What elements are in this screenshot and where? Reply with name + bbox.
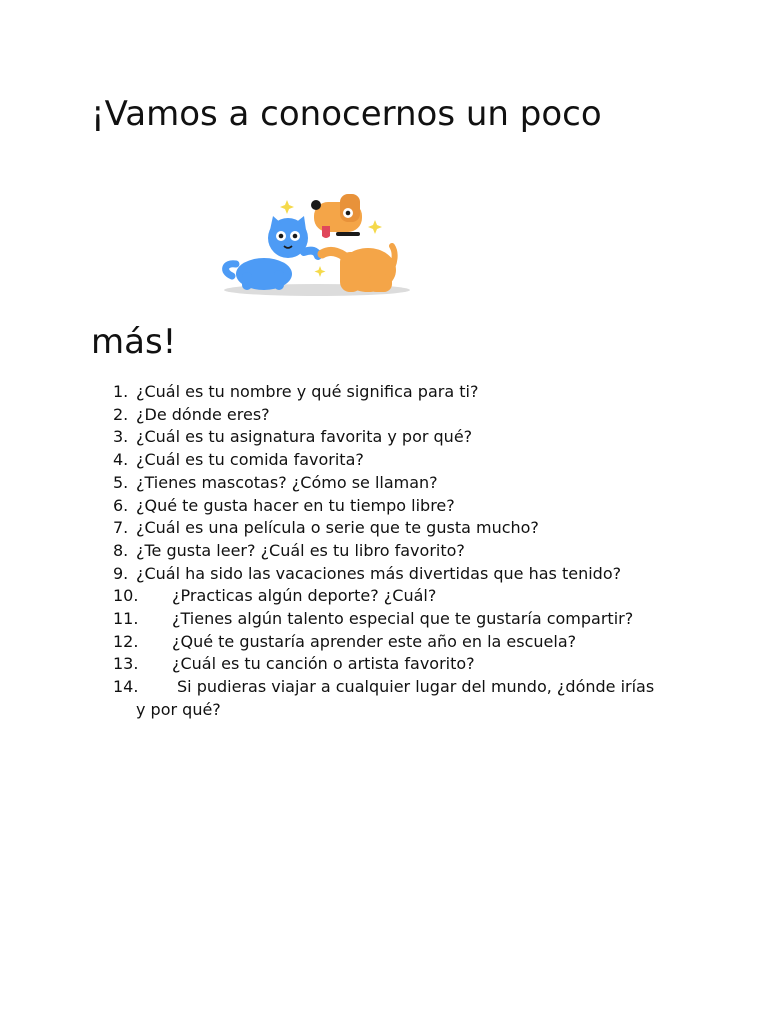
question-text: ¿Cuál ha sido las vacaciones más divertidas que has tenido? [136,563,622,583]
question-text: ¿Cuál es una película o serie que te gusta mucho? [136,518,539,538]
question-text: ¿Te gusta leer? ¿Cuál es tu libro favorito? [136,540,465,560]
question-number: 1. [113,382,129,401]
sparkle-icon [280,200,294,214]
question-number: 2. [113,404,129,424]
question-item [0,631,768,654]
question-item [0,449,768,472]
question-number: 12. [113,631,139,651]
question-item [0,653,768,676]
question-number: 7. [113,518,129,538]
page-title-line-2: más! [91,322,177,362]
sparkle-icon [315,266,326,277]
question-text: ¿Cuál es tu nombre y qué significa para ti? [136,382,479,401]
sparkle-icon [368,220,382,234]
dog-figure [311,194,396,292]
question-number: 8. [113,540,129,560]
question-item [0,540,768,563]
question-text: ¿Cuál es tu canción o artista favorito? [172,654,475,674]
question-number: 4. [113,450,129,470]
questions-list [0,381,768,722]
question-number: 13. [113,654,139,674]
question-number: 9. [113,563,129,583]
question-number: 3. [113,427,129,447]
question-number: 10. [113,586,139,606]
question-text-line-2: y por qué? [136,699,221,719]
question-number: 14. [113,677,139,697]
question-item [0,404,768,427]
cat-and-dog-icon [218,186,416,302]
question-item [0,563,768,586]
question-number: 5. [113,472,129,492]
question-item [0,495,768,518]
question-text: ¿Practicas algún deporte? ¿Cuál? [172,586,437,606]
question-text: ¿Qué te gustaría aprender este año en la escuela? [172,631,577,651]
question-number: 6. [113,495,129,515]
question-text: ¿Tienes mascotas? ¿Cómo se llaman? [136,472,438,492]
question-item [0,676,768,721]
question-item [0,426,768,449]
question-number: 11. [113,609,139,629]
question-text: ¿Cuál es tu asignatura favorita y por qué? [136,427,473,447]
question-text: ¿Tienes algún talento especial que te gustaría compartir? [172,609,634,629]
question-item [0,472,768,495]
page-title-line-1: ¡Vamos a conocernos un poco [91,94,602,134]
question-text: ¿De dónde eres? [136,404,270,424]
question-text: ¿Cuál es tu comida favorita? [136,450,364,470]
question-item [0,381,768,404]
question-text: ¿Qué te gusta hacer en tu tiempo libre? [136,495,455,515]
question-item [0,585,768,608]
question-item [0,608,768,631]
question-item [0,517,768,540]
question-text-line-1: Si pudieras viajar a cualquier lugar del mundo, ¿dónde irías [177,677,655,697]
cat-figure [226,216,318,290]
